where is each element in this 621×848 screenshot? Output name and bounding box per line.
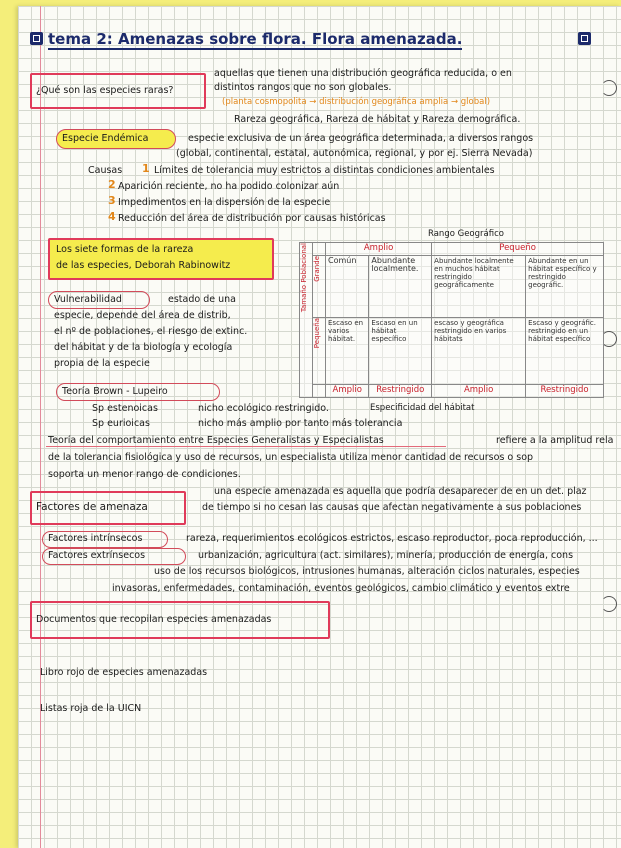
table-top-header: Rango Geográfico: [428, 229, 504, 239]
intrinsic-def: rareza, requerimientos ecológicos estrictos, escaso reproductor, poca reproducción, ...: [186, 533, 598, 544]
cell-peq-a: Abundante localmente en muchos hábitat restringido geográficamente: [432, 256, 526, 318]
page-title: tema 2: Amenazas sobre flora. Flora amenazada.: [48, 30, 463, 48]
cosmopolitan-note: (planta cosmopolita → distribución geográfica amplia → global): [222, 97, 491, 107]
behavior-line-2: de la tolerancia fisiológica y uso de recursos, un especialista utiliza menor cantidad de recursos o sop: [48, 452, 534, 463]
threat-def-1: una especie amenazada es aquella que podría desaparecer de en un det. plaz: [214, 486, 587, 497]
footer-4: Restringido: [526, 384, 604, 397]
sp-euryoic: Sp eurioicas: [92, 418, 150, 429]
vulnerability-def-2: especie, depende del área de distrib,: [54, 310, 231, 321]
footer-1: Amplio: [326, 384, 369, 397]
sp-stenoic: Sp estenoicas: [92, 403, 158, 414]
footer-2: Restringido: [369, 384, 432, 397]
punch-hole-icon: [601, 596, 617, 612]
causes-label: Causas: [88, 165, 123, 176]
behavior-underline: [46, 446, 446, 447]
vulnerability-def-1: estado de una: [168, 294, 236, 305]
row-grande: Grande: [313, 256, 321, 283]
side-label: Tamaño Poblacional: [300, 243, 308, 313]
answer-line-1: aquellas que tienen una distribución geográfica reducida, o en: [214, 68, 512, 79]
vulnerability-def-3: el nº de poblaciones, el riesgo de extinc.: [54, 326, 248, 337]
vulnerability-def-5: propia de la especie: [54, 358, 150, 369]
row-pequena: Pequeña: [313, 318, 321, 349]
cell-comun: Común: [326, 256, 369, 318]
document-item-1: Libro rojo de especies amenazadas: [40, 667, 208, 678]
cell-peq-b: Abundante en un hábitat específico y restringido geográfic.: [526, 256, 604, 318]
cell-escaso-uno: Escaso en un hábitat específico: [369, 318, 432, 384]
endemic-def-2: (global, continental, estatal, autonómica, regional, y por ej. Sierra Nevada): [176, 148, 533, 159]
cause-4: Reducción del área de distribución por causas históricas: [118, 213, 386, 224]
cell-escaso-varios: Escaso en varios hábitat.: [326, 318, 369, 384]
corner-mark-icon: [578, 32, 591, 45]
cause-1: Límites de tolerancia muy estrictos a distintas condiciones ambientales: [154, 165, 495, 176]
vulnerability-def-4: del hábitat y de la biología y ecología: [54, 342, 233, 353]
sp-stenoic-def: nicho ecológico restringido.: [198, 403, 329, 414]
punch-hole-icon: [601, 80, 617, 96]
threat-label: Factores de amenaza: [36, 501, 148, 513]
col-amplio: Amplio: [326, 243, 432, 256]
rarity-forms-1: Los siete formas de la rareza: [56, 244, 194, 255]
extrinsic-label: Factores extrínsecos: [48, 550, 146, 561]
cause-num-3: 3: [108, 194, 116, 207]
cause-num-4: 4: [108, 210, 116, 223]
documents-label: Documentos que recopilan especies amenazadas: [36, 614, 272, 625]
answer-line-2: distintos rangos que no son globales.: [214, 82, 392, 93]
col-pequeno: Pequeño: [432, 243, 604, 256]
cause-2: Aparición reciente, no ha podido colonizar aún: [118, 181, 340, 192]
cause-3: Impedimentos en la dispersión de la especie: [118, 197, 331, 208]
vulnerability-label: Vulnerabilidad: [54, 294, 122, 305]
cell-escaso-geo-uno: Escaso y geográfic. restringido en un hábitat específico: [526, 318, 604, 384]
rarity-forms-2: de las especies, Deborah Rabinowitz: [56, 260, 231, 271]
extrinsic-def-1: urbanización, agricultura (act. similares), minería, producción de energía, cons: [198, 550, 574, 561]
cell-abundante: Abundante localmente.: [369, 256, 432, 318]
behavior-line-1: Teoría del comportamiento entre Especies Generalistas y Especialistas: [48, 435, 384, 446]
intrinsic-label: Factores intrínsecos: [48, 533, 143, 544]
cause-num-1: 1: [142, 162, 150, 175]
rarity-table: [299, 242, 604, 398]
question-label: ¿Qué son las especies raras?: [36, 85, 174, 96]
cause-num-2: 2: [108, 178, 116, 191]
margin-line: [40, 6, 41, 848]
rarity-types: Rareza geográfica, Rareza de hábitat y Rareza demográfica.: [234, 114, 521, 125]
endemic-label: Especie Endémica: [62, 133, 149, 144]
behavior-line-1b: refiere a la amplitud rela: [496, 435, 614, 446]
brown-label: Teoría Brown - Lupeiro: [62, 386, 168, 397]
extrinsic-def-3: invasoras, enfermedades, contaminación, eventos geológicos, cambio climático y eventos extre: [112, 583, 570, 594]
notebook-page: [18, 6, 621, 848]
checkbox-icon: [30, 32, 43, 45]
extrinsic-def-2: uso de los recursos biológicos, intrusiones humanas, alteración ciclos naturales, especies: [154, 566, 580, 577]
footer-3: Amplio: [432, 384, 526, 397]
threat-def-2: de tiempo si no cesan las causas que afectan negativamente a sus poblaciones: [202, 502, 582, 513]
sp-stenoic-note: Especificidad del hábitat: [370, 403, 475, 413]
endemic-def-1: especie exclusiva de un área geográfica determinada, a diversos rangos: [188, 133, 534, 144]
behavior-line-3: soporta un menor rango de condiciones.: [48, 469, 241, 480]
cell-escaso-geo: escaso y geográfica restringido en varios hábitats: [432, 318, 526, 384]
sp-euryoic-def: nicho más amplio por tanto más tolerancia: [198, 418, 403, 429]
document-item-2: Listas roja de la UICN: [40, 703, 142, 714]
